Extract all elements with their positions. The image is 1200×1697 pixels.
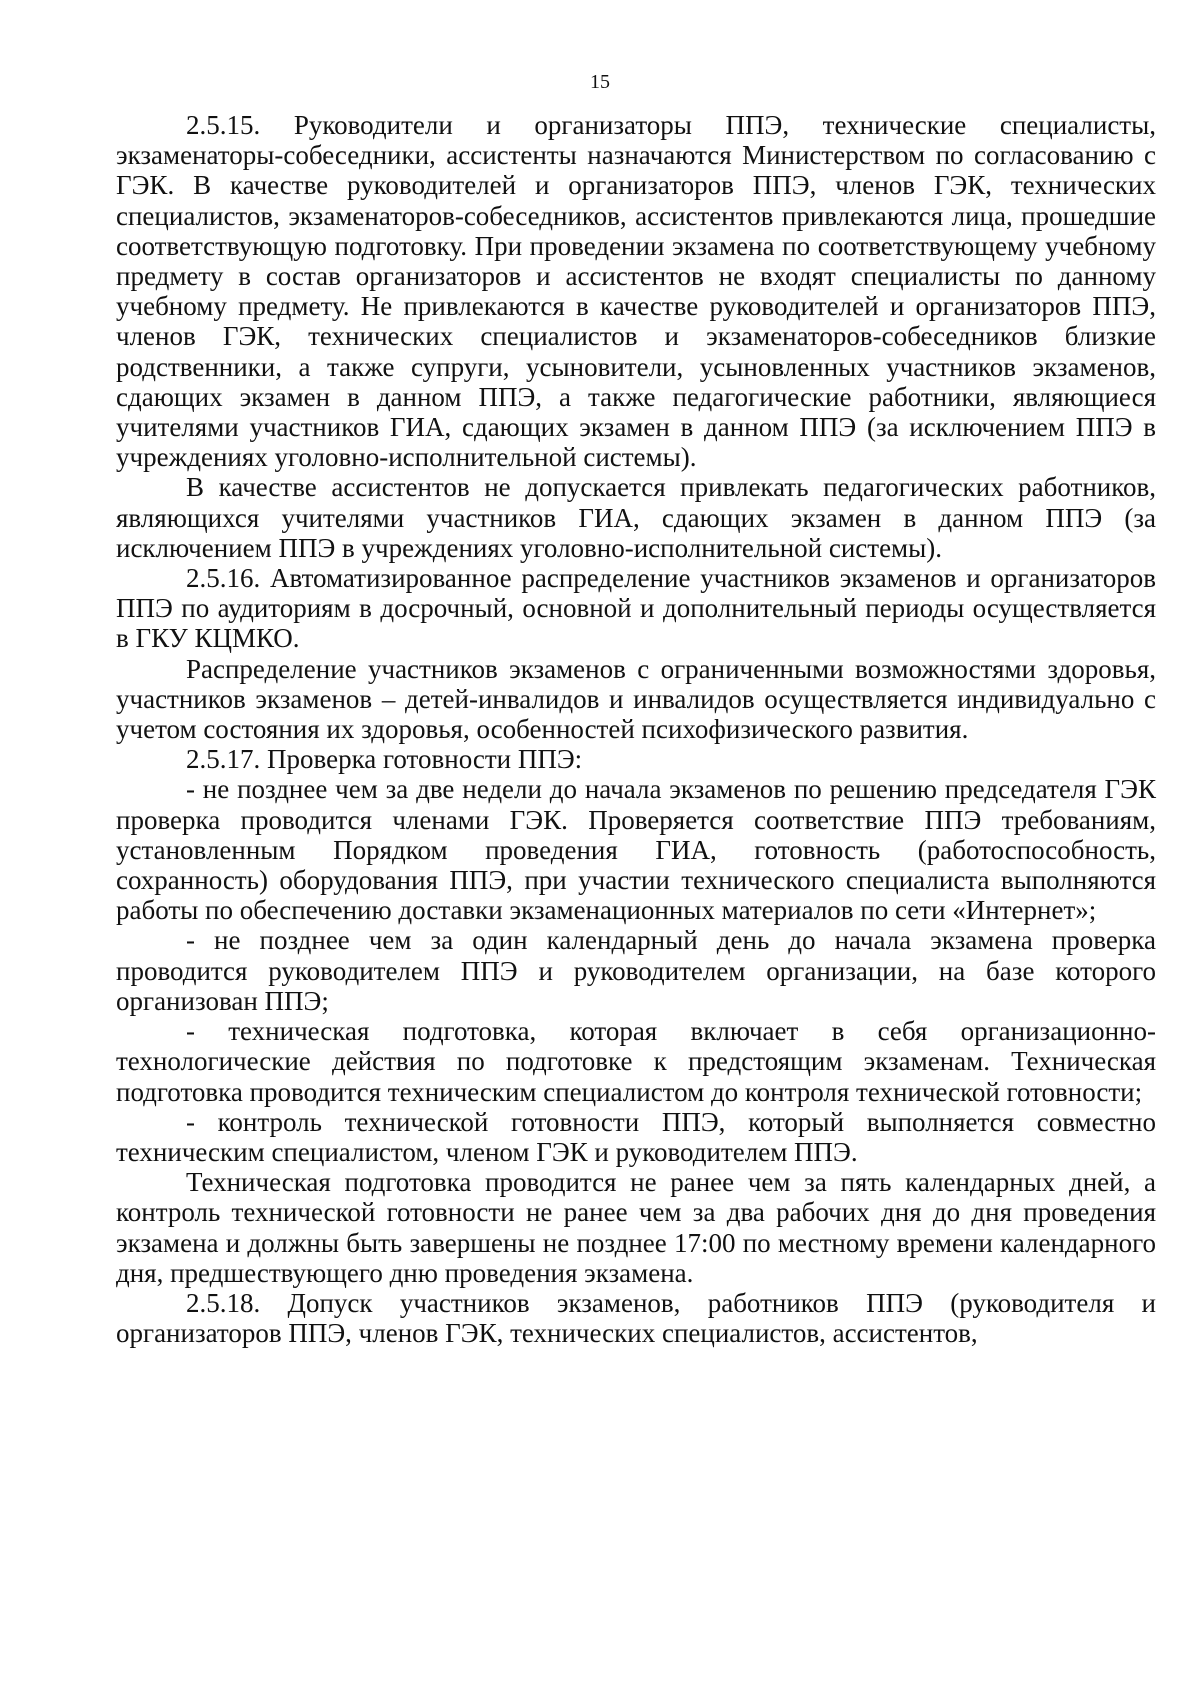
list-item-two-weeks: - не позднее чем за две недели до начала экзаменов по решению председателя ГЭК проверка проводится членами ГЭК. Проверяется соответствие ППЭ требованиям, установленным Порядком проведения ГИА, готовность (работоспособность, сохранность) оборудования ППЭ, при участии технического специалиста выполняются работы по обеспечению доставки экзаменационных материалов по сети «Интернет»; [116,774,1156,926]
paragraph-2-5-18: 2.5.18. Допуск участников экзаменов, работников ППЭ (руководителя и организаторов ППЭ, членов ГЭК, технических специалистов, ассистентов, [116,1287,1156,1349]
paragraph-2-5-15: 2.5.15. Руководители и организаторы ППЭ, технические специалисты, экзаменаторы-собеседники, ассистенты назначаются Министерством по согласованию с ГЭК. В качестве руководителей и организаторов ППЭ, членов ГЭК, технических специалистов, экзаменаторов-собеседников, ассистентов привлекаются лица, прошедшие соответствующую подготовку. При проведении экзамена по соответствующему учебному предмету в состав организаторов и ассистентов не входят специалисты по данному учебному предмету. Не привлекаются в качестве руководителей и организаторов ППЭ, членов ГЭК, технических специалистов и экзаменаторов-собеседников близкие родственники, а также супруги, усыновители, усыновленных участников экзаменов, сдающих экзамен в данном ППЭ, а также педагогические работники, являющиеся учителями участников ГИА, сдающих экзамен в данном ППЭ (за исключением ППЭ в учреждениях уголовно-исполнительной системы). [116,110,1156,473]
list-item-technical-preparation: - техническая подготовка, которая включает в себя организационно-технологические действия по подготовке к предстоящим экзаменам. Техническая подготовка проводится техническим специалистом до контроля технической готовности; [116,1016,1156,1107]
list-item-readiness-control: - контроль технической готовности ППЭ, который выполняется совместно техническим специалистом, членом ГЭК и руководителем ППЭ. [116,1106,1156,1167]
paragraph-distribution: Распределение участников экзаменов с ограниченными возможностями здоровья, участников экзаменов – детей-инвалидов и инвалидов осуществляется индивидуально с учетом состояния их здоровья, особенностей психофизического развития. [116,653,1156,745]
list-item-one-day: - не позднее чем за один календарный день до начала экзамена проверка проводится руководителем ППЭ и руководителем организации, на базе которого организован ППЭ; [116,925,1156,1016]
page-number: 15 [590,71,610,93]
paragraph-2-5-16: 2.5.16. Автоматизированное распределение участников экзаменов и организаторов ППЭ по аудиториям в досрочный, основной и дополнительный периоды осуществляется в ГКУ КЦМКО. [116,563,1156,654]
paragraph-deadlines: Техническая подготовка проводится не ранее чем за пять календарных дней, а контроль технической готовности не ранее чем за два рабочих дня до дня проведения экзамена и должны быть завершены не позднее 17:00 по местному времени календарного дня, предшествующего дню проведения экзамена. [116,1167,1156,1288]
paragraph-assistants: В качестве ассистентов не допускается привлекать педагогических работников, являющихся учителями участников ГИА, сдающих экзамен в данном ППЭ (за исключением ППЭ в учреждениях уголовно-исполнительной системы). [116,472,1156,563]
paragraph-2-5-17: 2.5.17. Проверка готовности ППЭ: [186,744,583,775]
document-body [116,110,1156,1348]
